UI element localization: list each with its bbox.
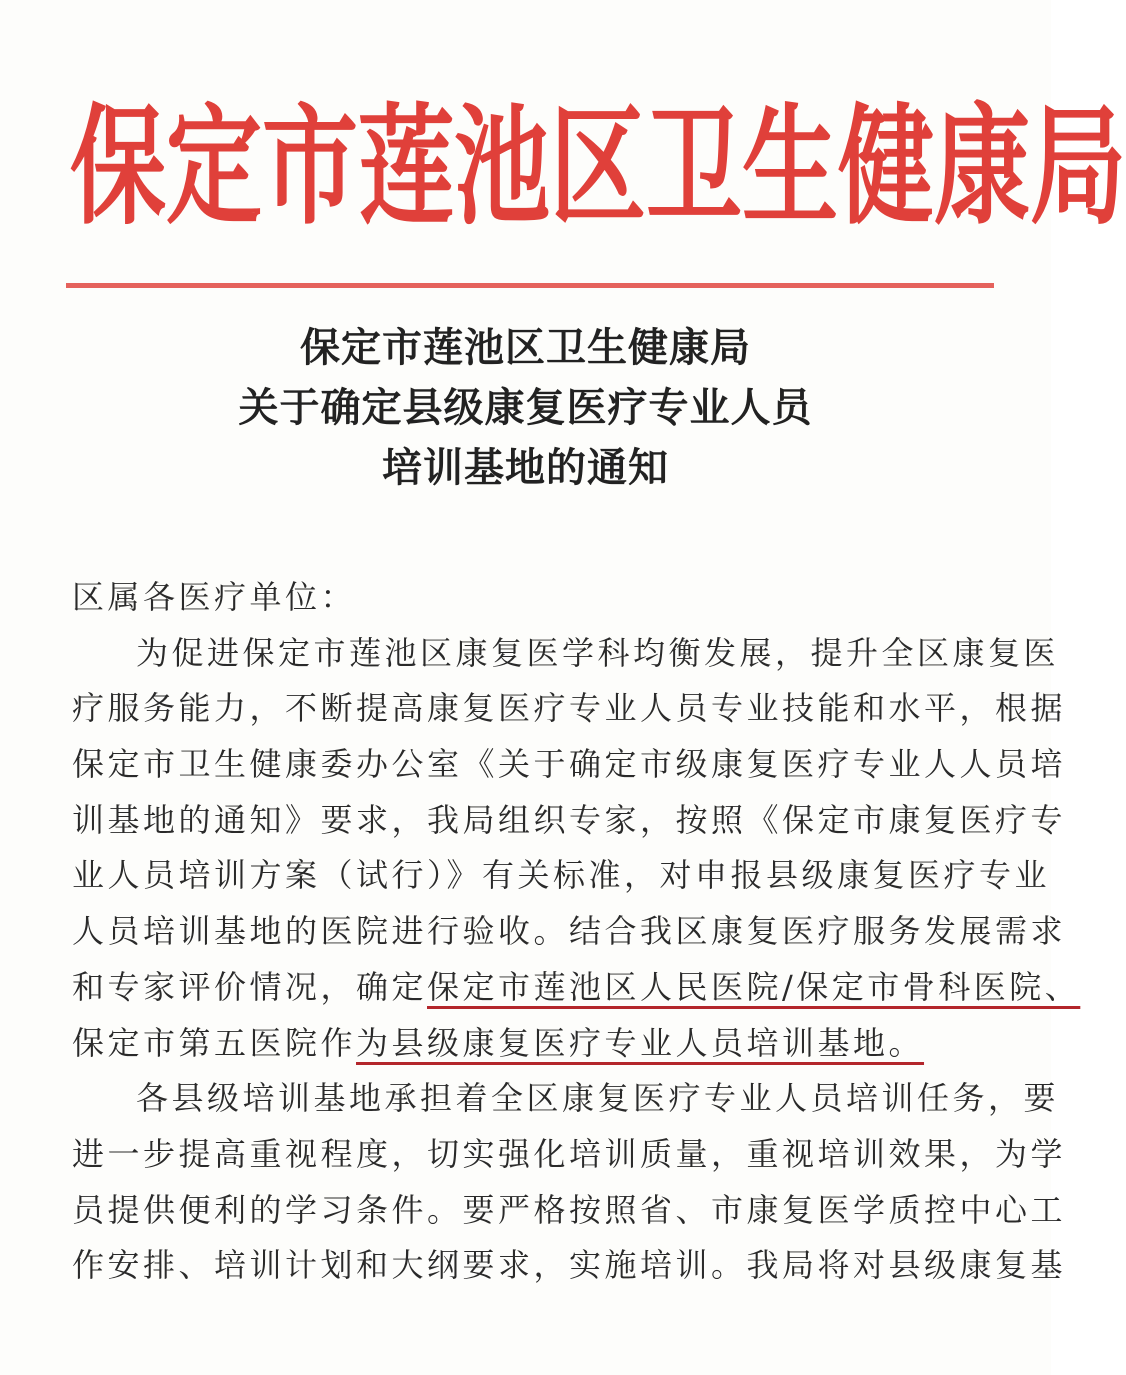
masthead-title [70, 90, 1126, 243]
masthead-character: 健 [838, 90, 934, 243]
paragraph-1-line: 人员培训基地的医院进行验收。结合我区康复医疗服务发展需求 [72, 912, 1067, 951]
paragraph-1-line: 业人员培训方案（试行）》有关标准，对申报县级康复医疗专业 [72, 856, 1051, 895]
paragraph-1-line [72, 1016, 962, 1072]
highlighted-hospitals: 保定市莲池区人民医院/保定市骨科医院、 [427, 967, 1081, 1006]
paragraph-2-line: 员提供便利的学习条件。要严格按照省、市康复医学质控中心工 [72, 1190, 1067, 1229]
masthead-character: 定 [166, 90, 262, 243]
paragraph-1-line [72, 960, 1081, 1016]
title-line-1: 保定市莲池区卫生健康局 [300, 324, 751, 371]
document-title [0, 318, 1051, 498]
paragraph-1-line: 为促进保定市莲池区康复医学科均衡发展，提升全区康复医 [136, 633, 1060, 672]
title-line-3: 培训基地的通知 [382, 444, 669, 491]
paragraph-1-line: 疗服务能力，不断提高康复医疗专业人员专业技能和水平，根据 [72, 689, 1067, 728]
masthead-character: 局 [1030, 90, 1126, 243]
paragraph-1-line: 保定市卫生健康委办公室《关于确定市级康复医疗专业人人员培 [72, 745, 1067, 784]
highlighted-designation: 为县级康复医疗专业人员培训基地。 [356, 1023, 925, 1062]
paragraph-2-line: 进一步提高重视程度，切实强化培训质量，重视培训效果，为学 [72, 1134, 1067, 1173]
paragraph-2-line: 各县级培训基地承担着全区康复医疗专业人员培训任务，要 [136, 1079, 1060, 1118]
document-body [72, 570, 1081, 1294]
masthead-character: 生 [742, 90, 838, 243]
title-line-2: 关于确定县级康复医疗专业人员 [238, 384, 813, 431]
masthead-character: 区 [550, 90, 646, 243]
masthead-character: 保 [70, 90, 166, 243]
masthead-character: 市 [262, 90, 358, 243]
salutation: 区属各医疗单位： [72, 578, 357, 616]
red-separator-line [66, 283, 994, 288]
masthead-character: 康 [934, 90, 1030, 243]
masthead-character: 莲 [358, 90, 454, 243]
line-text: 保定市第五医院作 [72, 1023, 357, 1062]
line-text: 和专家评价情况，确定 [72, 967, 428, 1006]
masthead-character: 池 [454, 90, 550, 243]
paragraph-2-line: 作安排、培训计划和大纲要求，实施培训。我局将对县级康复基 [72, 1246, 1067, 1285]
paragraph-1-line: 训基地的通知》要求，我局组织专家，按照《保定市康复医疗专 [72, 800, 1067, 839]
masthead-character: 卫 [646, 90, 742, 243]
